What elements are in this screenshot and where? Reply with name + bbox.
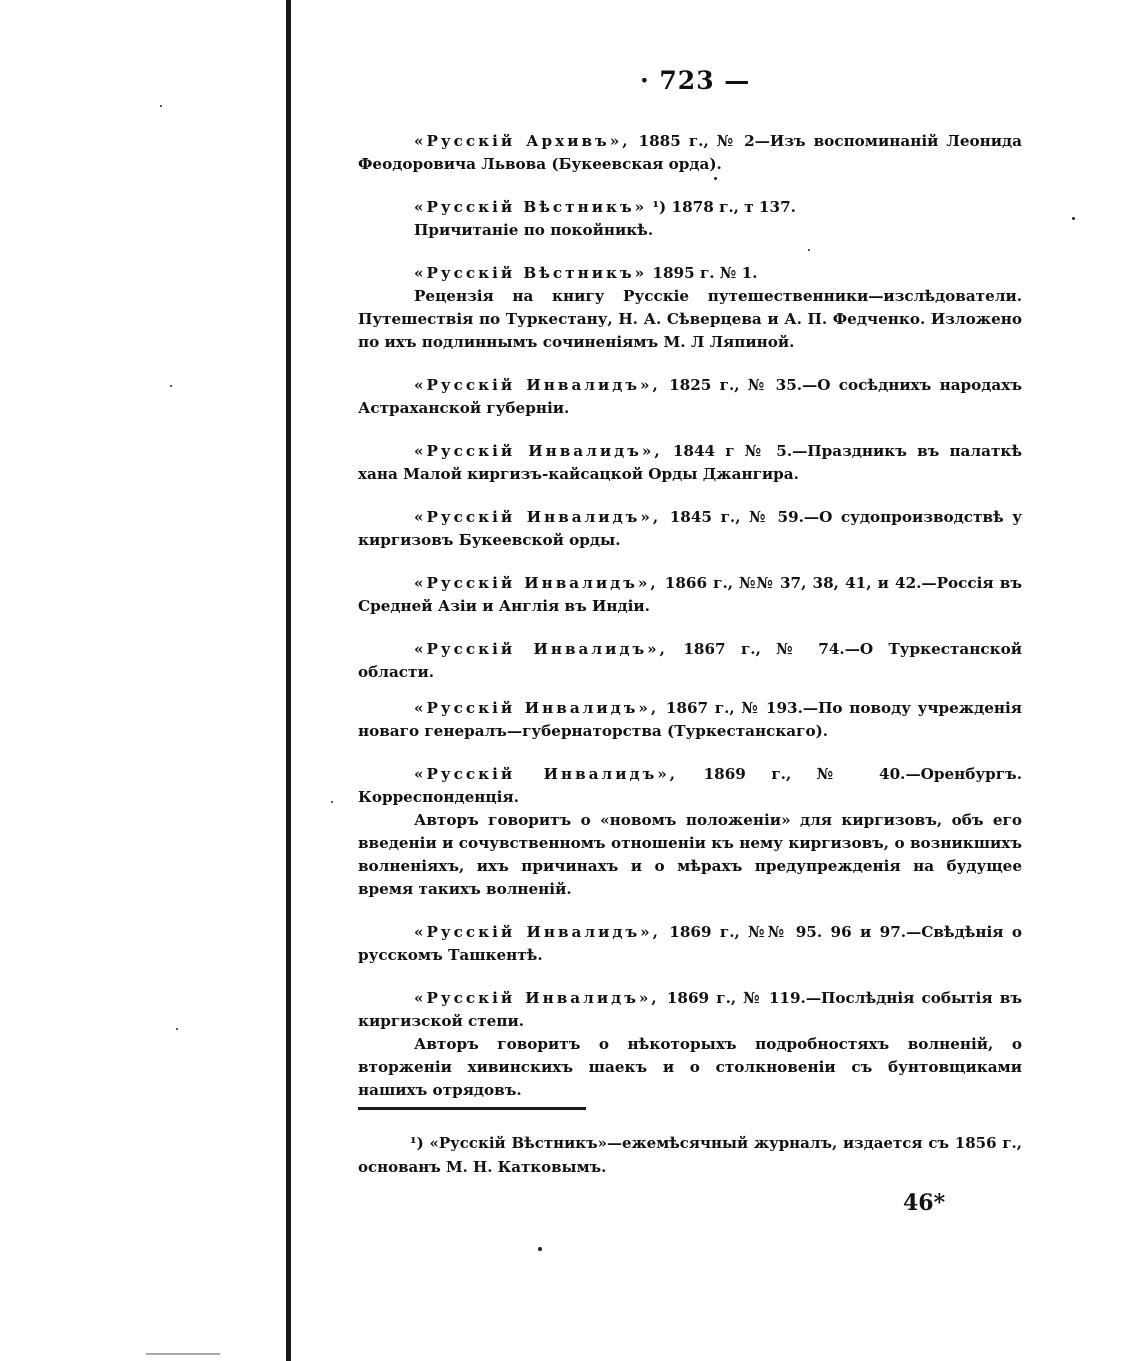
entry-title: «Русскій Архивъ»,	[414, 132, 631, 150]
entry	[358, 440, 1022, 486]
footnote-rule	[358, 1107, 586, 1110]
entry-text: 1867 г., № 74.—О Туркестанской области.	[358, 640, 1022, 681]
footnote-text: ¹) «Русскій Вѣстникъ»—ежемѣсячный журналъ, издается съ 1856 г., основанъ М. Н. Катковымъ.	[358, 1134, 1022, 1176]
entry-title: «Русскій Инвалидъ»,	[414, 574, 659, 592]
entry-text: 1869 г., № 40.—Оренбургъ. Корреспонденція.	[358, 765, 1022, 806]
entry-annotation: Рецензія на книгу Русскіе путешественники—изслѣдователи. Путешествія по Туркестану, Н. А. Сѣверцева и А. П. Федченко. Изложено по ихъ подлиннымъ сочиненіямъ М. Л Ляпиной.	[358, 287, 1022, 351]
scan-speck	[331, 801, 333, 803]
entry-text: 1825 г., № 35.—О сосѣднихъ народахъ Астраханской губерніи.	[358, 376, 1022, 417]
entry-title: «Русскій Инвалидъ»,	[414, 640, 668, 658]
scan-mark	[146, 1353, 220, 1355]
entry-title: «Русскій Инвалидъ»,	[414, 989, 660, 1007]
entry-text: 1844 г № 5.—Праздникъ въ палаткѣ хана Малой киргизъ-кайсацкой Орды Джангира.	[358, 442, 1023, 483]
entry-text: 1866 г., №№ 37, 38, 41, и 42.—Россія въ Средней Азіи и Англія въ Индіи.	[358, 574, 1022, 615]
entry	[358, 638, 1022, 684]
printer-signature: 46*	[903, 1190, 946, 1216]
entry-text: 1845 г., № 59.—О судопроизводствѣ у киргизовъ Букеевской орды.	[358, 508, 1022, 549]
entry	[358, 697, 1022, 743]
bibliography-list	[358, 130, 1022, 1102]
entry-title: «Русскій Вѣстникъ»	[414, 198, 648, 216]
scan-speck	[176, 1028, 178, 1030]
entry-title: «Русскій Инвалидъ»,	[414, 376, 661, 394]
scan-speck	[1072, 217, 1075, 220]
entry-annotation: Авторъ говоритъ о нѣкоторыхъ подробностяхъ волненій, о вторженіи хивинскихъ шаекъ и о столкновеніи съ бунтовщиками нашихъ отрядовъ.	[358, 1035, 1022, 1099]
entry-text: 1867 г., № 193.—По поводу учрежденія новаго генералъ—губернаторства (Туркестанскаго).	[358, 699, 1022, 740]
entry-text: 1869 г., №№ 95. 96 и 97.—Свѣдѣнія о русскомъ Ташкентѣ.	[358, 923, 1022, 964]
page-number: · 723 —	[640, 66, 751, 95]
entry-text: 1885 г., № 2—Изъ воспоминаній Леонида Феодоровича Львова (Букеевская орда).	[358, 132, 1022, 173]
entry	[358, 262, 1022, 354]
footnote	[358, 1131, 1022, 1179]
entry-title: «Русскій Инвалидъ»,	[414, 765, 679, 783]
scan-speck	[160, 105, 162, 107]
entry	[358, 506, 1022, 552]
scan-speck	[170, 385, 172, 387]
scan-speck	[808, 249, 810, 251]
entry-title: «Русскій Инвалидъ»,	[414, 699, 660, 717]
binding-line	[286, 0, 291, 1361]
entry-title: «Русскій Инвалидъ»,	[414, 923, 661, 941]
entry-text: 1869 г., № 119.—Послѣднія событія въ киргизской степи.	[358, 989, 1023, 1030]
entry	[358, 921, 1022, 967]
entry	[358, 374, 1022, 420]
scan-speck	[538, 1247, 542, 1251]
entry-text: 1895 г. № 1.	[647, 264, 758, 282]
entry-annotation: Причитаніе по покойникѣ.	[414, 221, 654, 239]
entry-title: «Русскій Инвалидъ»,	[414, 508, 662, 526]
entry	[358, 196, 1022, 242]
entry-title: «Русскій Вѣстникъ»	[414, 264, 648, 282]
entry-title: «Русскій Инвалидъ»,	[414, 442, 663, 460]
entry	[358, 987, 1022, 1102]
entry-annotation: Авторъ говоритъ о «новомъ положеніи» для киргизовъ, объ его введеніи и сочувственномъ отношеніи къ нему киргизовъ, о возникшихъ волненіяхъ, ихъ причинахъ и о мѣрахъ предупрежденія на будущее время такихъ волненій.	[358, 811, 1022, 898]
entry	[358, 572, 1022, 618]
entry	[358, 763, 1022, 901]
entry-text: ¹) 1878 г., т 137.	[647, 198, 796, 216]
entry	[358, 130, 1022, 176]
scan-speck	[714, 177, 717, 180]
